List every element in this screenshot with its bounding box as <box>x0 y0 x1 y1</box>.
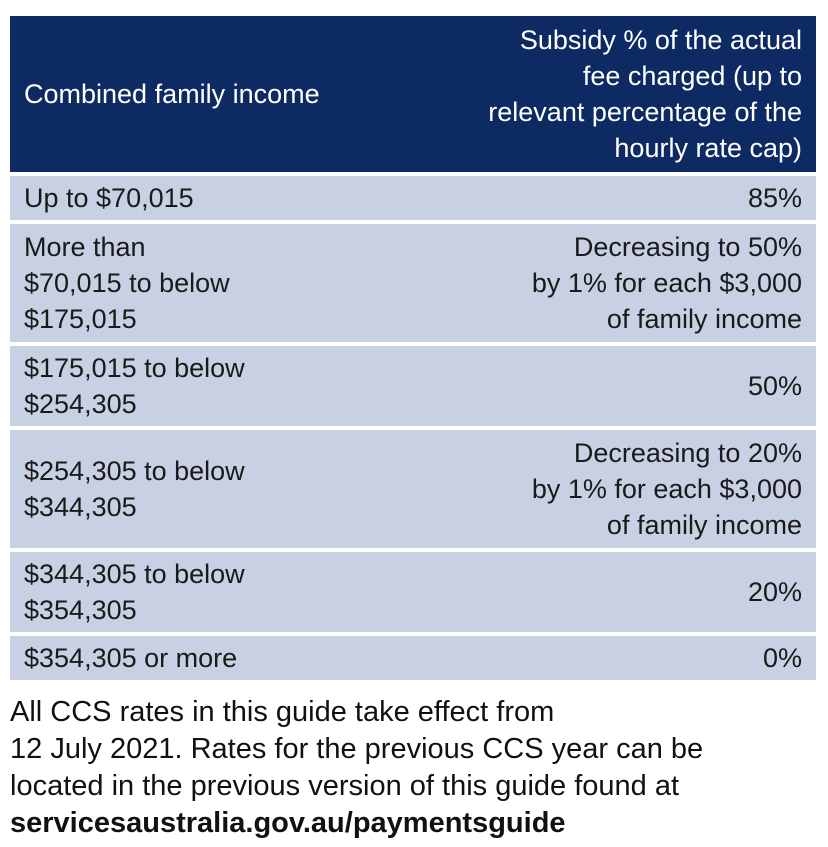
header-subsidy-line: relevant percentage of the <box>488 97 802 127</box>
income-line: $344,305 <box>24 492 137 522</box>
table-header-row <box>10 16 816 172</box>
income-line: $254,305 <box>24 389 137 419</box>
footnote-line: All CCS rates in this guide take effect from <box>10 696 555 728</box>
subsidy-cell <box>402 552 816 632</box>
header-subsidy-line: fee charged (up to <box>582 61 802 91</box>
table-row <box>10 552 816 632</box>
income-cell <box>10 224 402 342</box>
subsidy-cell <box>402 346 816 426</box>
header-subsidy-line: hourly rate cap) <box>614 133 802 163</box>
footnote <box>10 694 820 842</box>
subsidy-line: by 1% for each $3,000 <box>531 268 802 298</box>
table-row <box>10 176 816 220</box>
income-line: $354,305 <box>24 595 137 625</box>
income-line: $175,015 to below <box>24 353 245 383</box>
subsidy-line: 20% <box>747 577 802 607</box>
payments-guide-url: servicesaustralia.gov.au/paymentsguide <box>10 807 566 839</box>
income-cell <box>10 176 402 220</box>
subsidy-line: Decreasing to 50% <box>573 232 802 262</box>
subsidy-cell <box>402 176 816 220</box>
income-line: $344,305 to below <box>24 559 245 589</box>
income-line: $254,305 to below <box>24 456 245 486</box>
income-line: More than <box>24 232 146 262</box>
subsidy-line: 85% <box>747 183 802 213</box>
subsidy-line: 50% <box>747 371 802 401</box>
income-cell <box>10 636 402 680</box>
table-row <box>10 224 816 342</box>
footnote-line: 12 July 2021. Rates for the previous CCS year can be <box>10 733 704 765</box>
income-line: Up to $70,015 <box>24 183 194 213</box>
subsidy-cell <box>402 636 816 680</box>
subsidy-cell <box>402 224 816 342</box>
income-cell <box>10 346 402 426</box>
footnote-line: located in the previous version of this guide found at <box>10 770 680 802</box>
income-cell <box>10 552 402 632</box>
income-line: $70,015 to below <box>24 268 230 298</box>
subsidy-line: of family income <box>606 304 802 334</box>
income-cell <box>10 430 402 548</box>
subsidy-line: of family income <box>606 510 802 540</box>
income-line: $175,015 <box>24 304 137 334</box>
table-row <box>10 636 816 680</box>
subsidy-line: 0% <box>762 643 802 673</box>
table-row <box>10 346 816 426</box>
header-subsidy-line: Subsidy % of the actual <box>519 25 802 55</box>
income-line: $354,305 or more <box>24 643 238 673</box>
subsidy-line: by 1% for each $3,000 <box>531 474 802 504</box>
ccs-rates-table <box>10 12 816 684</box>
table-row <box>10 430 816 548</box>
subsidy-line: Decreasing to 20% <box>573 438 802 468</box>
header-combined-family-income: Combined family income <box>10 16 402 172</box>
header-subsidy-percentage <box>402 16 816 172</box>
subsidy-cell <box>402 430 816 548</box>
